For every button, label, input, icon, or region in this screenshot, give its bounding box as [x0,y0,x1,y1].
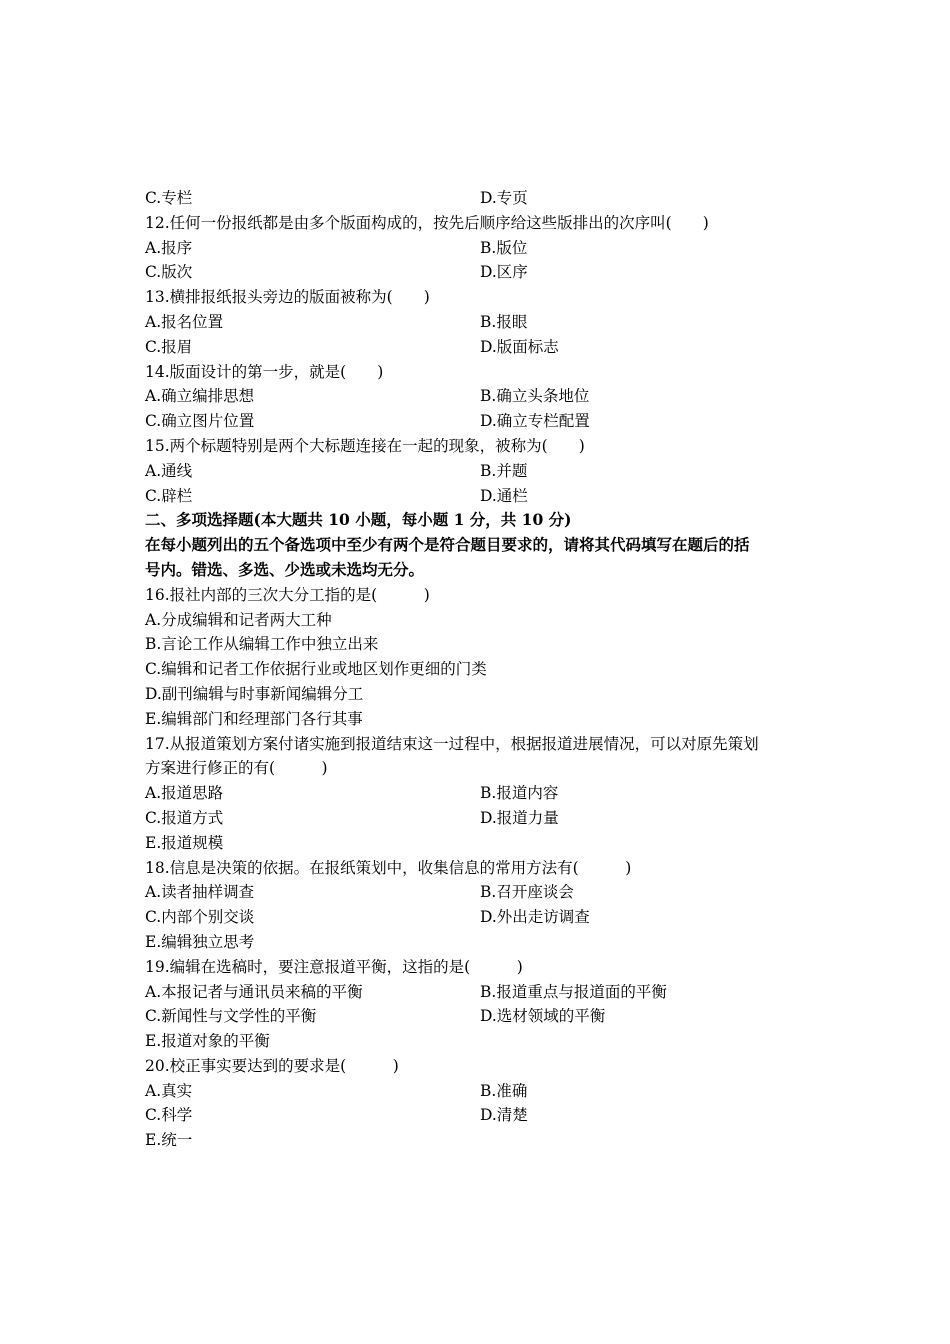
option-right: B.版位 [480,238,528,257]
option-left: C.报道方式 [145,808,224,827]
option-row [145,806,825,831]
option-right: D.区序 [480,263,528,282]
option-left: A.确立编排思想 [145,387,255,406]
option-row [145,459,825,484]
question-line: 18.信息是决策的依据。在报纸策划中，收集信息的常用方法有( ) [145,858,632,877]
section-heading: 在每小题列出的五个备选项中至少有两个是符合题目要求的，请将其代码填写在题后的括 [145,535,750,555]
option-row [145,1103,825,1128]
option-right: D.专页 [480,189,528,207]
exam-page [145,186,825,1153]
question-line: 19.编辑在选稿时，要注意报道平衡，这指的是( ) [145,957,523,976]
option-right: B.报道内容 [480,784,559,803]
option-left: C.专栏 [145,189,193,207]
option-row [145,980,825,1005]
option-row [145,484,825,509]
option-left: C.版次 [145,263,193,282]
option-row [145,1079,825,1104]
option-right: B.准确 [480,1081,528,1100]
option-left: C.确立图片位置 [145,412,255,431]
question-line: E.统一 [145,1131,193,1150]
question-line: E.报道规模 [145,833,224,852]
option-row [145,260,825,285]
question-line: 14.版面设计的第一步，就是( ) [145,362,384,381]
question-line: A.分成编辑和记者两大工种 [145,610,332,629]
question-line: E.编辑独立思考 [145,932,255,951]
option-right: D.报道力量 [480,808,559,827]
question-line: 16.报社内部的三次大分工指的是( ) [145,585,430,604]
question-line: 15.两个标题特别是两个大标题连接在一起的现象，被称为( ) [145,436,585,455]
option-right: D.版面标志 [480,337,559,356]
question-line: D.副刊编辑与时事新闻编辑分工 [145,684,364,703]
option-right: D.确立专栏配置 [480,412,590,431]
option-row [145,781,825,806]
option-row [145,384,825,409]
question-line: C.编辑和记者工作依据行业或地区划作更细的门类 [145,660,487,679]
option-right: D.清楚 [480,1106,528,1125]
question-line: 13.横排报纸报头旁边的版面被称为( ) [145,288,430,307]
option-right: B.确立头条地位 [480,387,590,406]
option-left: C.报眉 [145,337,193,356]
option-row [145,880,825,905]
option-right: D.通栏 [480,486,528,505]
question-line: 方案进行修正的有( ) [145,759,328,778]
option-left: A.本报记者与通讯员来稿的平衡 [145,982,363,1001]
option-right: B.报道重点与报道面的平衡 [480,982,667,1001]
option-right: B.报眼 [480,312,528,331]
question-line: 20.校正事实要达到的要求是( ) [145,1056,399,1075]
option-right: B.并题 [480,461,528,480]
option-row [145,409,825,434]
question-line: E.编辑部门和经理部门各行其事 [145,709,363,728]
option-row [145,310,825,335]
option-left: C.科学 [145,1106,193,1125]
option-row [145,905,825,930]
option-right: D.选材领域的平衡 [480,1007,606,1026]
question-line: E.报道对象的平衡 [145,1032,270,1051]
option-left: C.新闻性与文学性的平衡 [145,1007,317,1026]
section-heading: 号内。错选、多选、少选或未选均无分。 [145,559,425,579]
option-row [145,335,825,360]
question-line: 17.从报道策划方案付诸实施到报道结束这一过程中，根据报道进展情况，可以对原先策划 [145,734,759,753]
option-left: C.内部个别交谈 [145,908,255,927]
option-row [145,186,825,211]
question-line: 12.任何一份报纸都是由多个版面构成的，按先后顺序给这些版排出的次序叫( ) [145,213,709,232]
option-left: A.报道思路 [145,784,224,803]
option-left: A.读者抽样调查 [145,883,255,902]
option-right: D.外出走访调查 [480,908,590,927]
option-row [145,236,825,261]
section-heading: 二、多项选择题(本大题共 10 小题，每小题 1 分，共 10 分) [145,510,572,530]
option-left: A.报序 [145,238,193,257]
option-row [145,1004,825,1029]
question-line: B.言论工作从编辑工作中独立出来 [145,635,379,654]
option-left: A.报名位置 [145,312,224,331]
option-left: A.通线 [145,461,193,480]
option-right: B.召开座谈会 [480,883,574,902]
option-left: A.真实 [145,1081,193,1100]
option-left: C.辟栏 [145,486,193,505]
